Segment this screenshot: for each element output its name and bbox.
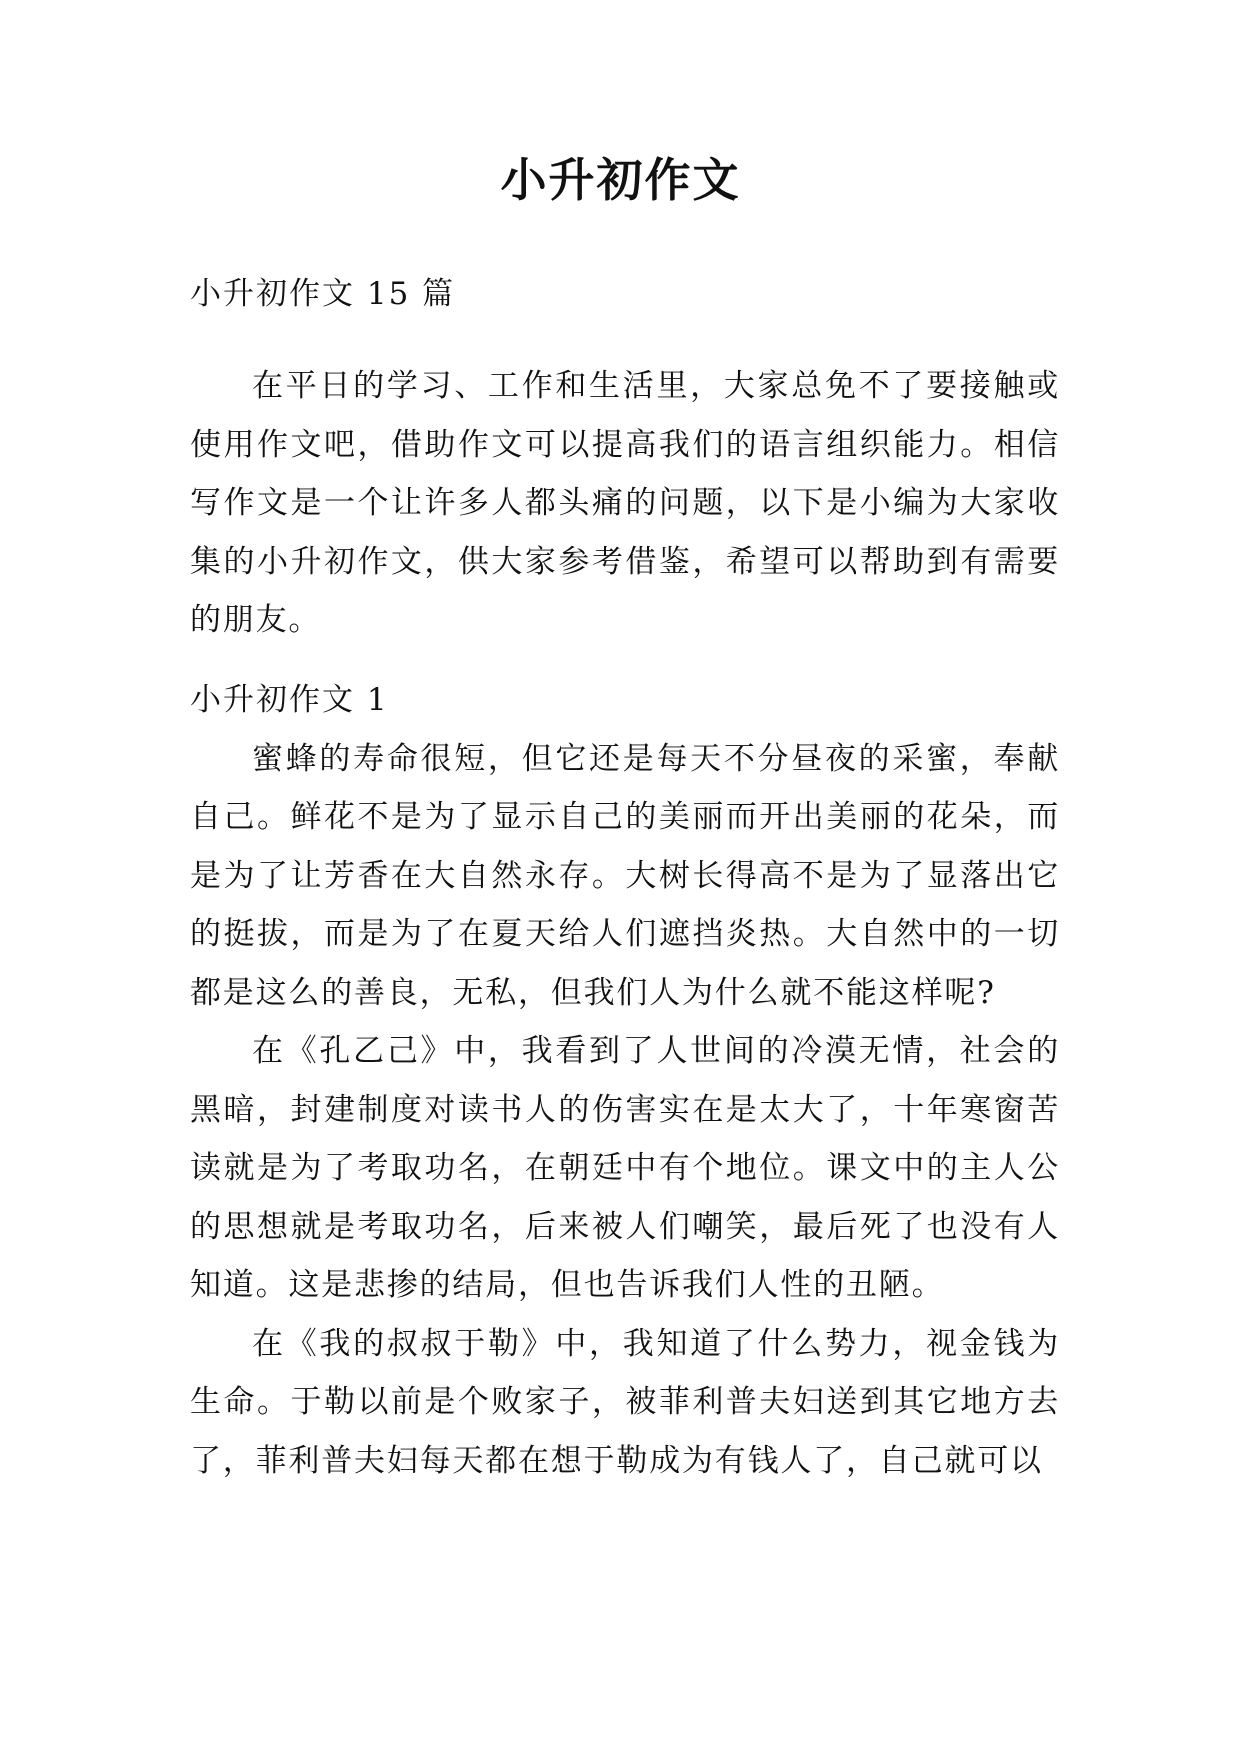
essay-1-paragraph-2: 在《孔乙己》中，我看到了人世间的冷漠无情，社会的黑暗，封建制度对读书人的伤害实在是太大了，十年寒窗苦读就是为了考取功名，在朝廷中有个地位。课文中的主人公的思想就是考取功名，后来被人们嘲笑，最后死了也没有人知道。这是悲掺的结局，但也告诉我们人性的丑陋。 — [190, 1033, 1060, 1303]
essay-1-heading: 小升初作文 1 — [190, 682, 389, 718]
document-subtitle: 小升初作文 15 篇 — [190, 276, 456, 312]
essay-1 — [190, 671, 1060, 1490]
essay-1-paragraph-1: 蜜蜂的寿命很短，但它还是每天不分昼夜的采蜜，奉献自己。鲜花不是为了显示自己的美丽而开出美丽的花朵，而是为了让芳香在大自然永存。大树长得高不是为了显落出它的挺拔，而是为了在夏天给人们遮挡炎热。大自然中的一切都是这么的善良，无私，但我们人为什么就不能这样呢? — [190, 740, 1060, 1011]
intro-block — [190, 357, 1060, 650]
subtitle-block — [190, 265, 1060, 324]
intro-paragraph: 在平日的学习、工作和生活里，大家总免不了要接触或使用作文吧，借助作文可以提高我们的语言组织能力。相信写作文是一个让许多人都头痛的问题，以下是小编为大家收集的小升初作文，供大家参考借鉴，希望可以帮助到有需要的朋友。 — [190, 368, 1060, 638]
essay-1-paragraph-3: 在《我的叔叔于勒》中，我知道了什么势力，视金钱为生命。于勒以前是个败家子，被菲利普夫妇送到其它地方去了，菲利普夫妇每天都在想于勒成为有钱人了，自己就可以 — [190, 1325, 1060, 1479]
document-title: 小升初作文 — [500, 153, 741, 207]
